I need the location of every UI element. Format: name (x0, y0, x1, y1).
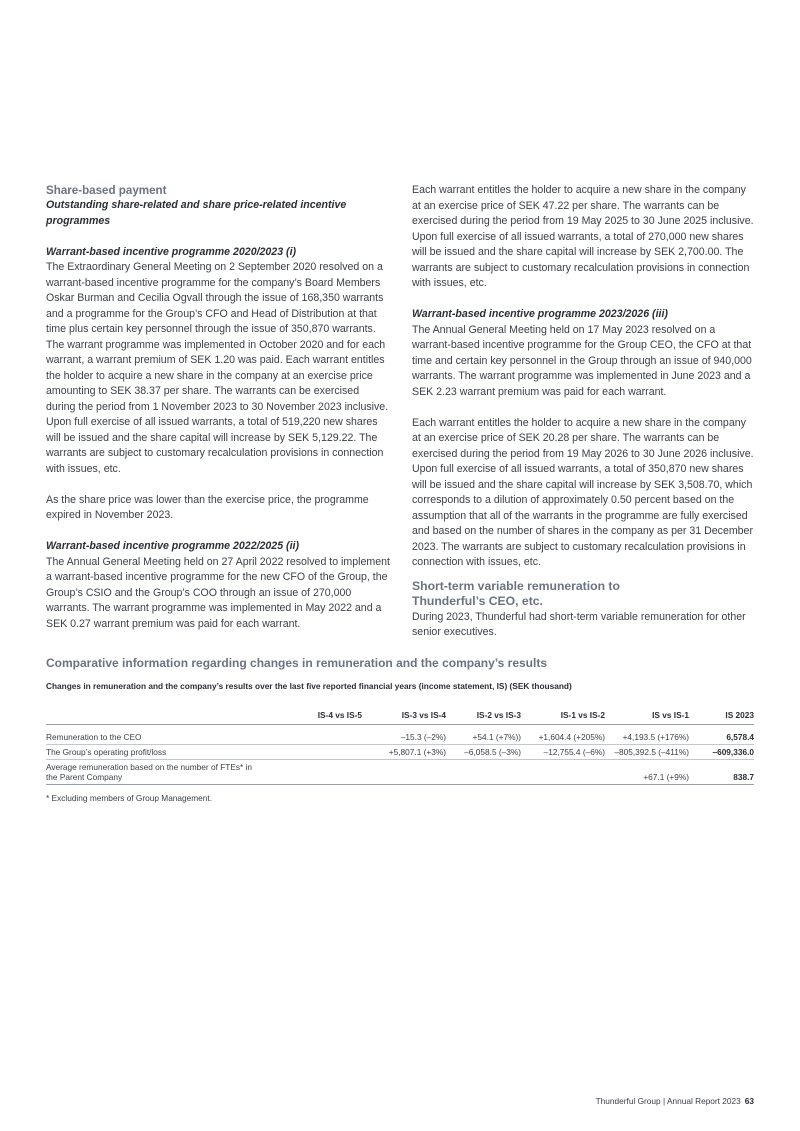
comparative-title: Comparative information regarding changes in remuneration and the company’s results (46, 656, 547, 670)
table-cell: +1,604.4 (+205%) (521, 725, 605, 745)
remuneration-table (46, 707, 754, 785)
table-header-cell: IS vs IS-1 (605, 707, 689, 725)
row-label (46, 760, 284, 785)
table-cell: –609,336.0 (689, 745, 754, 760)
table-footnote: * Excluding members of Group Management. (46, 793, 213, 803)
programme-2020-2023-title: Warrant-based incentive programme 2020/2023 (i) (46, 245, 297, 258)
programme-2020-2023-text: The Extraordinary General Meeting on 2 September 2020 resolved on a warrant-based incentive programme for the company’s Board Members Oskar Burman and Cecilia Ogvall through the issue of 168,350 warrants and a programme for the Group’s CFO and Head of Distribution at that time plus certain key personnel through the issue of 350,870 warrants. The warrant programme was implemented in October 2020 and for each warrant, a warrant premium of SEK 1.20 was paid. Each warrant entitles the holder to acquire a new share in the company at an exercise price amounting to SEK 38.37 per share. The warrants can be exercised during the period from 1 November 2023 to 30 November 2023 inclusive. Upon full exercise of all issued warrants, a total of 519,220 new shares will be issued and the share capital will increase by SEK 5,129.22. The warrants are subject to customary recalculation provisions in connection with issues, etc. (46, 261, 389, 475)
table-cell: +4,193.5 (+176%) (605, 725, 689, 745)
table-cell: +67.1 (+9%) (605, 760, 689, 785)
table-cell: –6,058.5 (–3%) (446, 745, 521, 760)
short-term-variable-heading-line2: Thunderful’s CEO, etc. (412, 594, 543, 608)
row-label: The Group’s operating profit/loss (46, 745, 284, 760)
table-header-cell: IS 2023 (689, 707, 754, 725)
programme-2023-2026-text: The Annual General Meeting held on 17 May 2023 resolved on a warrant-based incentive programme for the Group CEO, the CFO at that time and certain key personnel in the Group through an issue of 940,000 warrants. The warrant programme was implemented in June 2023 and a SEK 2.23 warrant premium was paid for each warrant. (412, 323, 752, 398)
table-cell: –12,755.4 (–6%) (521, 745, 605, 760)
table-cell (284, 760, 362, 785)
row-label-line1: Average remuneration based on the number of FTEs* in (46, 762, 253, 772)
table-cell (446, 760, 521, 785)
table-header-cell: IS-3 vs IS-4 (362, 707, 446, 725)
short-term-variable-text: During 2023, Thunderful had short-term variable remuneration for other senior executives. (412, 610, 746, 638)
page-number: 63 (744, 1096, 754, 1106)
programme-2022-2025-title: Warrant-based incentive programme 2022/2025 (ii) (46, 540, 299, 552)
table-row (46, 745, 754, 760)
row-label: Remuneration to the CEO (46, 725, 284, 745)
short-term-variable-heading-line1: Short-term variable remuneration to (412, 578, 620, 593)
table-header-row (46, 707, 754, 725)
page-footer (596, 1096, 754, 1106)
table-cell (521, 760, 605, 785)
programme-2022-2025-terms: Each warrant entitles the holder to acquire a new share in the company at an exercise price of SEK 47.22 per share. The warrants can be exercised during the period from 19 May 2025 to 30 June 2025 inclusive. Upon full exercise of all issued warrants, a total of 270,000 new shares will be issued and the share capital will increase by SEK 2,700.00. The warrants are subject to customary recalculation provisions in connection with issues, etc. (412, 184, 754, 289)
footer-text: Thunderful Group | Annual Report 2023 (595, 1096, 741, 1106)
table-cell (284, 745, 362, 760)
programme-2022-2025-text: The Annual General Meeting held on 27 April 2022 resolved to implement a warrant-based incentive programme for the new CFO of the Group, the Group’s CSIO and the Group’s COO through an issue of 270,000 warrants. The warrant programme was implemented in May 2022 and a SEK 0.27 warrant premium was paid for each warrant. (46, 555, 390, 630)
table-row (46, 725, 754, 745)
table-cell: 838.7 (689, 760, 754, 785)
table-cell: –15.3 (–2%) (362, 725, 446, 745)
share-based-payment-heading: Share-based payment (46, 184, 167, 197)
table-header-cell (46, 707, 284, 725)
table-cell (362, 760, 446, 785)
table-cell: 6,578.4 (689, 725, 754, 745)
programme-2023-2026-title: Warrant-based incentive programme 2023/2026 (iii) (412, 308, 668, 320)
programme-2020-2023-expiry: As the share price was lower than the exercise price, the programme expired in November 2023. (46, 493, 369, 521)
table-header-cell: IS-2 vs IS-3 (446, 707, 521, 725)
table-cell: –805,392.5 (–411%) (605, 745, 689, 760)
table-cell: +5,807.1 (+3%) (362, 745, 446, 760)
comparative-subtitle: Changes in remuneration and the company’s results over the last five reported financial years (income statement, IS) (SEK thousand) (46, 681, 572, 691)
programme-2023-2026-terms: Each warrant entitles the holder to acquire a new share in the company at an exercise price of SEK 20.28 per share. The warrants can be exercised during the period from 19 May 2026 to 30 June 2026 inclusive. Upon full exercise of all issued warrants, a total of 350,870 new shares will be issued and the share capital will increase by SEK 3,508.70, which corresponds to a dilution of approximately 0.50 percent based on the assumption that all of the warrants in the programme are fully exercised and based on the number of shares in the company as per 31 December 2023. The warrants are subject to customary recalculation provisions in connection with issues, etc. (412, 416, 754, 568)
right-column (412, 183, 754, 641)
table-cell (284, 725, 362, 745)
table-cell: +54.1 (+7%)) (446, 725, 521, 745)
outstanding-programmes-subheading: Outstanding share-related and share price-related incentive programmes (46, 199, 347, 227)
row-label-line2: the Parent Company (46, 772, 123, 782)
table-header-cell: IS-4 vs IS-5 (284, 707, 362, 725)
table-header-cell: IS-1 vs IS-2 (521, 707, 605, 725)
table-row (46, 760, 754, 785)
short-term-variable-heading (412, 579, 754, 610)
left-column (46, 183, 390, 632)
